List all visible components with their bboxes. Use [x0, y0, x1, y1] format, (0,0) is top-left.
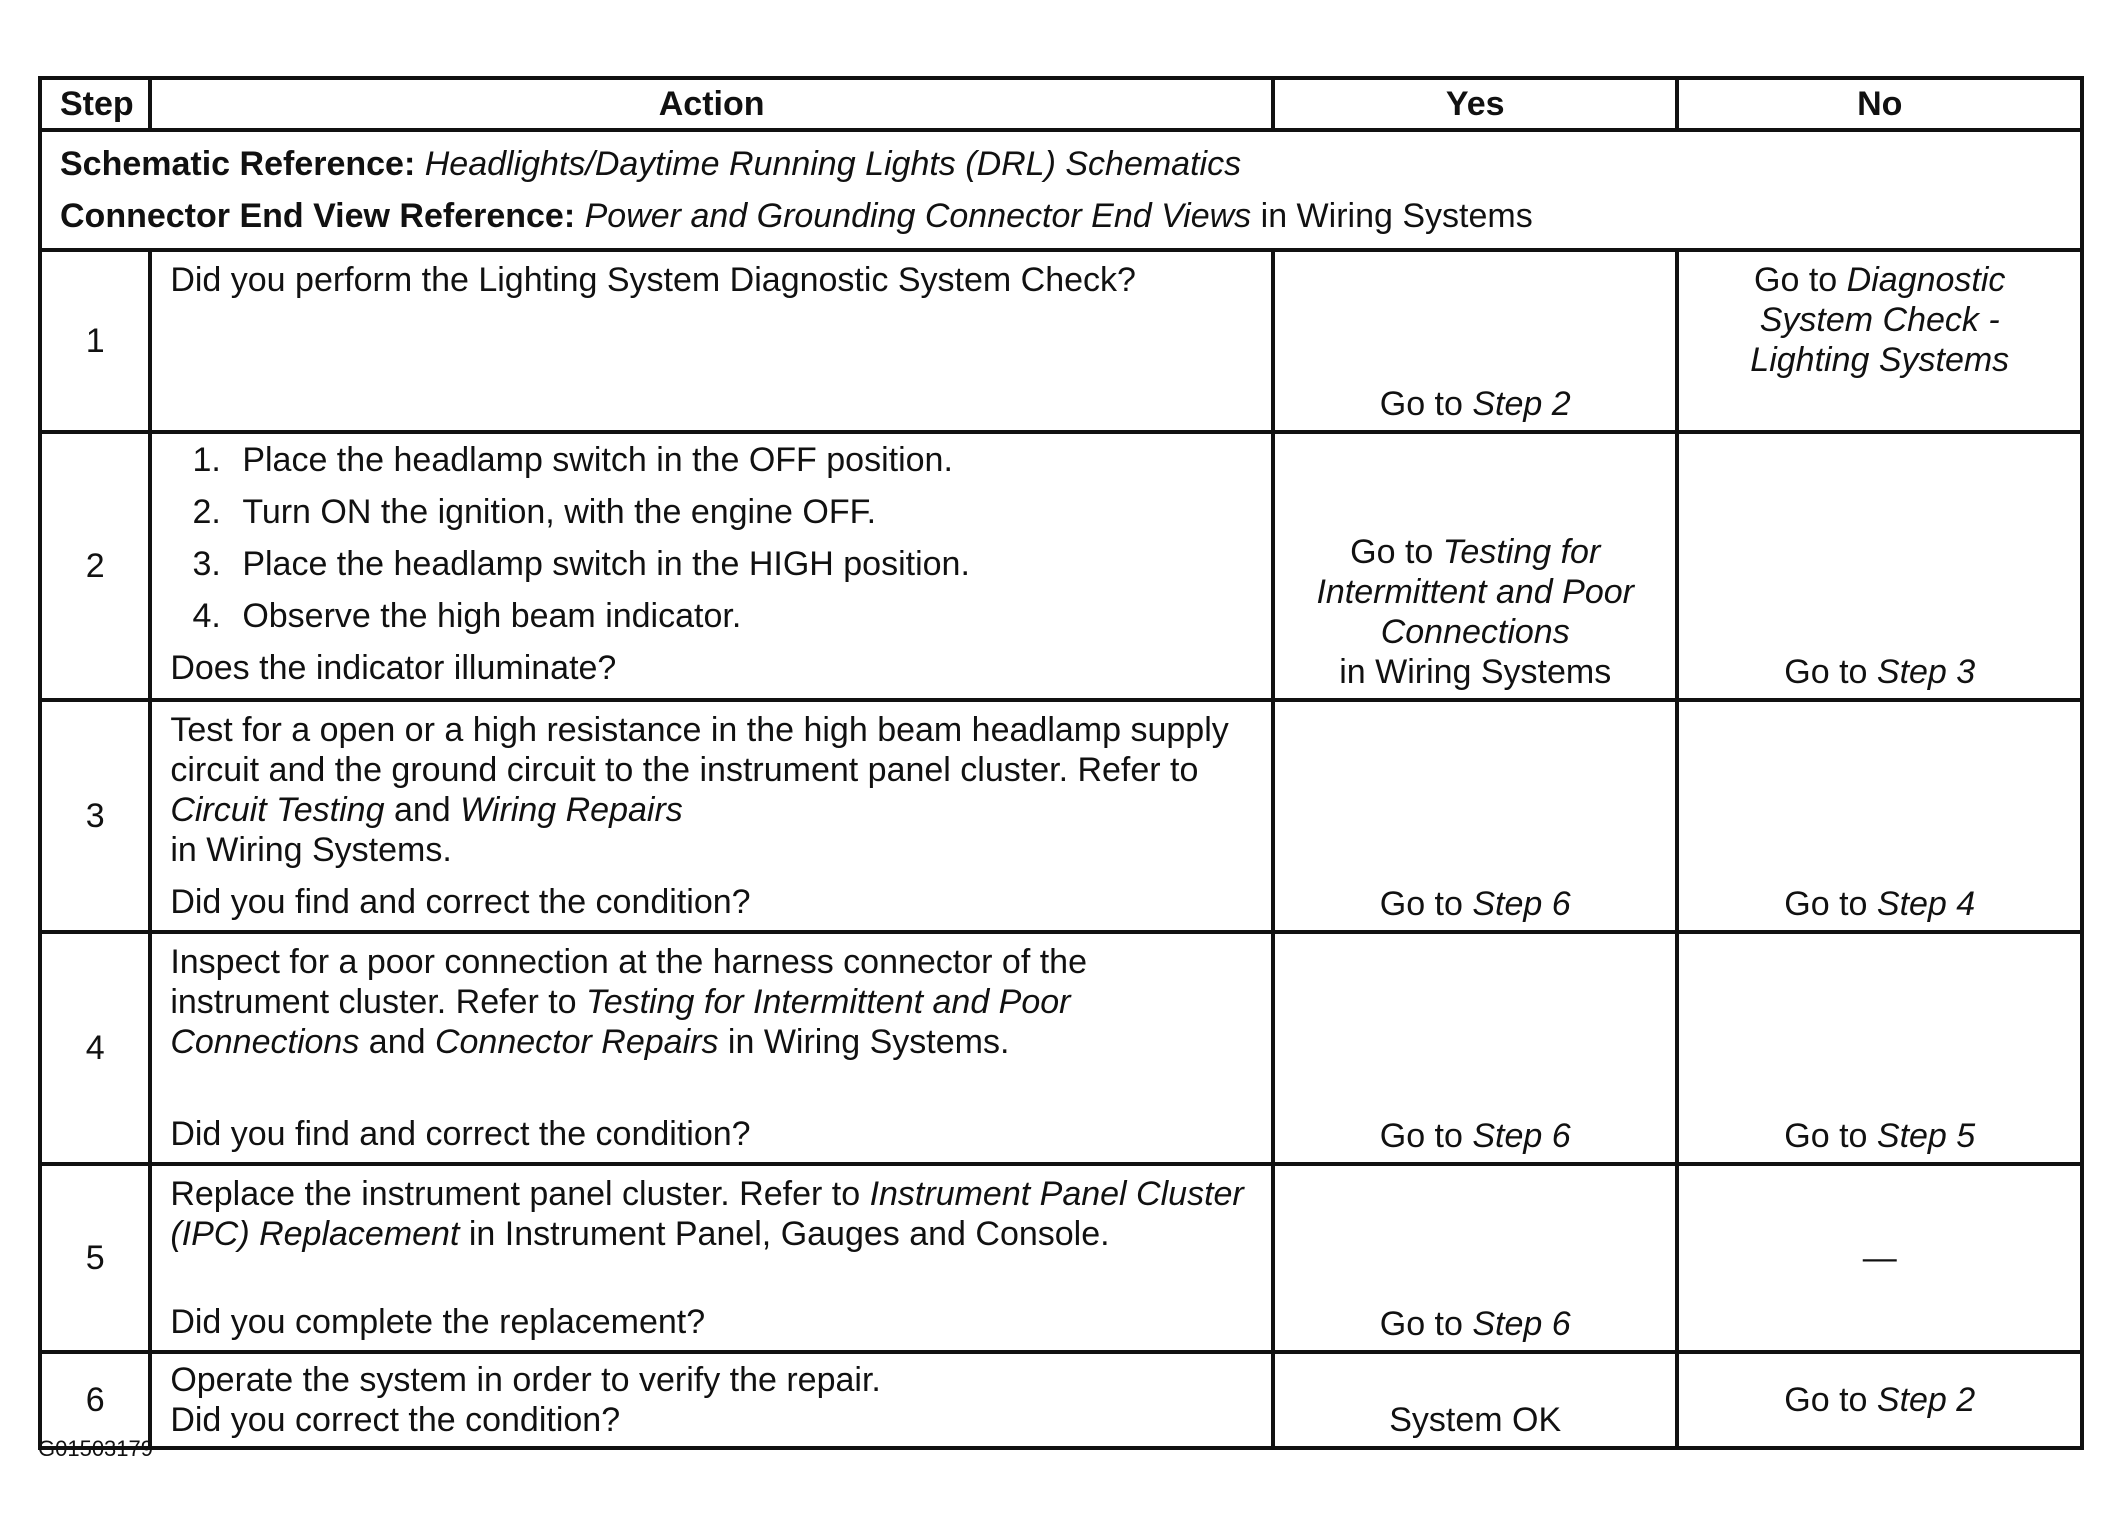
yes-text — [1275, 1116, 1676, 1156]
yes-prefix: Go to — [1350, 533, 1434, 571]
step-number: 3 — [40, 700, 150, 932]
action-question: Did you correct the condition? — [170, 1401, 621, 1439]
yes-cell — [1273, 932, 1678, 1164]
table-row — [40, 432, 2082, 700]
step-number: 4 — [40, 932, 150, 1164]
action-conjunction: and — [393, 791, 451, 829]
no-prefix: Go to — [1784, 1117, 1868, 1155]
step-number: 2 — [40, 432, 150, 700]
no-cell — [1677, 432, 2082, 700]
no-cell — [1677, 1352, 2082, 1448]
no-text — [1679, 1116, 2080, 1156]
no-link[interactable]: Step 4 — [1876, 885, 1976, 923]
action-cell — [150, 250, 1273, 432]
no-prefix: Go to — [1784, 653, 1868, 691]
no-prefix: Go to — [1754, 261, 1838, 299]
figure-id: G01503179 — [38, 1436, 153, 1461]
no-text — [1679, 884, 2080, 924]
yes-suffix: in Wiring Systems — [1339, 653, 1612, 691]
no-text — [1679, 652, 2080, 692]
action-cell — [150, 932, 1273, 1164]
list-item: 3. Place the headlamp switch in the HIGH position. — [230, 538, 1253, 590]
header-yes: Yes — [1273, 78, 1678, 130]
action-link[interactable]: Circuit Testing — [170, 791, 385, 829]
table-row — [40, 700, 2082, 932]
table-row — [40, 1164, 2082, 1352]
schematic-reference-label: Schematic Reference: — [60, 145, 416, 183]
yes-prefix: Go to — [1379, 385, 1463, 423]
yes-text: System OK — [1389, 1401, 1562, 1439]
connector-reference-label: Connector End View Reference: — [60, 197, 576, 235]
step-number: 5 — [40, 1164, 150, 1352]
yes-prefix: Go to — [1379, 1117, 1463, 1155]
action-question: Did you find and correct the condition? — [170, 1115, 751, 1153]
schematic-reference — [60, 138, 2062, 190]
action-text — [170, 702, 1253, 870]
list-item: 4. Observe the high beam indicator. — [230, 590, 1253, 642]
action-body: Inspect for a poor connection at the harness connector of the instrument cluster. Refer to — [170, 943, 1088, 1021]
reference-row — [40, 130, 2082, 250]
action-suffix: in Wiring Systems. — [727, 1023, 1010, 1061]
yes-cell — [1273, 700, 1678, 932]
action-link[interactable]: Instrument Panel Cluster (IPC) Replacement — [170, 1175, 1244, 1253]
yes-link[interactable]: Step 2 — [1472, 385, 1571, 423]
header-row — [40, 78, 2082, 130]
action-body: Test for a open or a high resistance in the high beam headlamp supply circuit and the ground circuit to the instrument panel cluster. Refer to — [170, 711, 1229, 789]
no-prefix: Go to — [1784, 1381, 1868, 1419]
yes-text — [1275, 384, 1676, 424]
yes-text — [1275, 1304, 1676, 1344]
yes-cell — [1273, 432, 1678, 700]
step-number: 1 — [40, 250, 150, 432]
no-link[interactable]: Diagnostic System Check - Lighting Systems — [1750, 261, 2010, 379]
no-text — [1679, 1380, 2080, 1420]
action-text: Operate the system in order to verify the repair. — [170, 1361, 881, 1399]
action-steps-list — [170, 434, 1253, 642]
list-item: 2. Turn ON the ignition, with the engine OFF. — [230, 486, 1253, 538]
table-row — [40, 250, 2082, 432]
action-text — [170, 1166, 1253, 1254]
no-cell — [1677, 932, 2082, 1164]
yes-link[interactable]: Step 6 — [1472, 885, 1571, 923]
no-link[interactable]: Step 3 — [1876, 653, 1976, 691]
reference-cell — [40, 130, 2082, 250]
action-suffix: in Instrument Panel, Gauges and Console. — [468, 1215, 1110, 1253]
action-cell — [150, 1164, 1273, 1352]
schematic-reference-link[interactable]: Headlights/Daytime Running Lights (DRL) Schematics — [424, 145, 1242, 183]
yes-prefix: Go to — [1379, 885, 1463, 923]
table-row — [40, 932, 2082, 1164]
table-row — [40, 1352, 2082, 1448]
yes-cell — [1273, 250, 1678, 432]
no-cell — [1677, 700, 2082, 932]
action-text: Did you perform the Lighting System Diagnostic System Check? — [170, 261, 1136, 299]
action-question: Did you complete the replacement? — [170, 1303, 706, 1341]
header-action: Action — [150, 78, 1273, 130]
yes-cell — [1273, 1352, 1678, 1448]
yes-link[interactable]: Step 6 — [1472, 1305, 1571, 1343]
no-cell — [1677, 250, 2082, 432]
connector-reference-link[interactable]: Power and Grounding Connector End Views — [584, 197, 1252, 235]
yes-link[interactable]: Testing for Intermittent and Poor Connections — [1316, 533, 1634, 651]
action-conjunction: and — [368, 1023, 426, 1061]
yes-cell — [1273, 1164, 1678, 1352]
action-text — [170, 934, 1253, 1062]
action-link[interactable]: Wiring Repairs — [460, 791, 683, 829]
no-prefix: Go to — [1784, 885, 1868, 923]
action-link[interactable]: Testing for Intermittent and Poor Connections — [170, 983, 1071, 1061]
yes-text — [1275, 532, 1676, 692]
action-body: Replace the instrument panel cluster. Refer to — [170, 1175, 861, 1213]
header-no: No — [1677, 78, 2082, 130]
action-cell — [150, 1352, 1273, 1448]
connector-reference-suffix: in Wiring Systems — [1260, 197, 1533, 235]
yes-prefix: Go to — [1379, 1305, 1463, 1343]
no-link[interactable]: Step 2 — [1876, 1381, 1976, 1419]
no-text — [1697, 252, 2062, 380]
no-text: — — [1862, 1239, 1897, 1277]
action-suffix: in Wiring Systems. — [170, 831, 452, 869]
action-question: Does the indicator illuminate? — [170, 649, 617, 687]
yes-link[interactable]: Step 6 — [1472, 1117, 1571, 1155]
yes-text — [1275, 884, 1676, 924]
header-step: Step — [40, 78, 150, 130]
action-cell — [150, 700, 1273, 932]
connector-reference — [60, 190, 2062, 242]
action-cell — [150, 432, 1273, 700]
no-link[interactable]: Step 5 — [1876, 1117, 1976, 1155]
action-question: Did you find and correct the condition? — [170, 883, 751, 921]
no-cell — [1677, 1164, 2082, 1352]
step-number: 6 — [40, 1352, 150, 1448]
list-item: 1. Place the headlamp switch in the OFF position. — [230, 434, 1253, 486]
diagnostic-table — [38, 76, 2084, 1450]
action-link[interactable]: Connector Repairs — [434, 1023, 719, 1061]
